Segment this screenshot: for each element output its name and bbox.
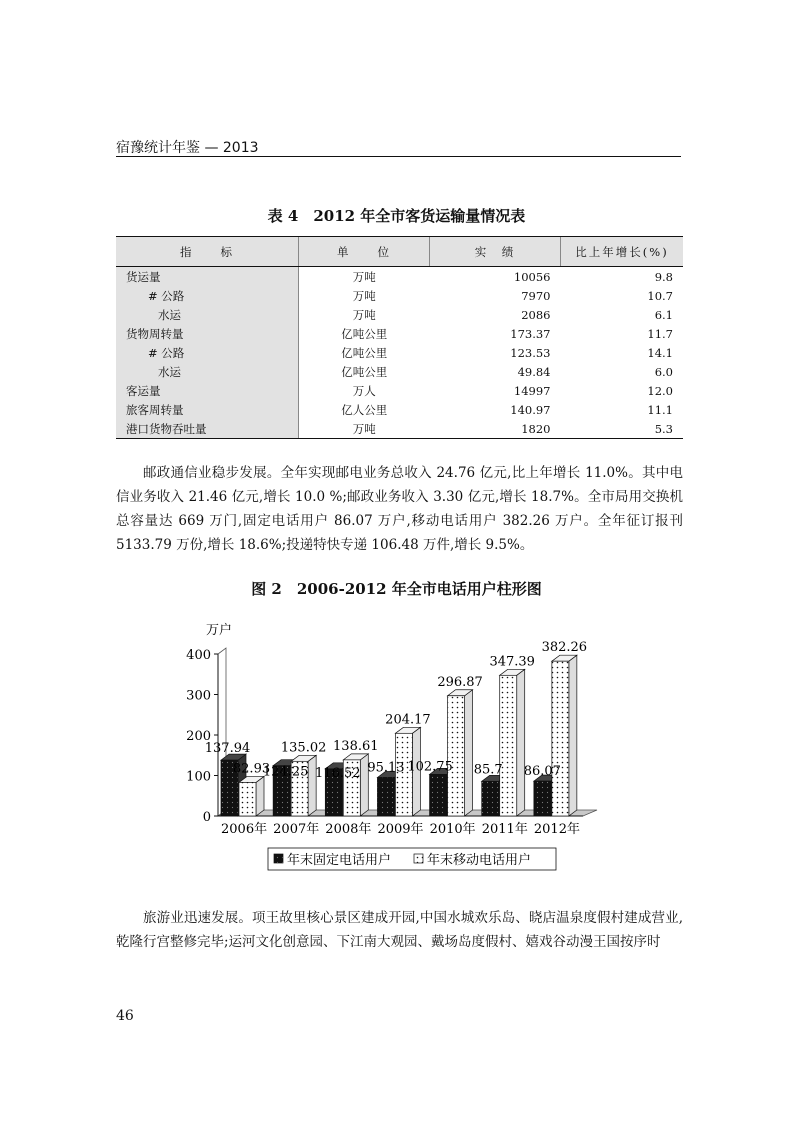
bar-mobile-side <box>569 655 577 816</box>
indicator-cell: 水运 <box>116 362 299 381</box>
table-row <box>116 324 683 343</box>
bar-mobile-side <box>256 776 264 816</box>
growth-cell: 11.1 <box>647 402 673 417</box>
unit-cell: 万人 <box>352 383 376 398</box>
data-label-fixed: 85.7 <box>473 762 503 778</box>
growth-cell: 12.0 <box>647 383 673 398</box>
bar-fixed <box>430 774 447 816</box>
bar-mobile-side <box>465 690 473 816</box>
y-axis-label: 万户 <box>206 623 233 638</box>
data-label-mobile: 347.39 <box>489 654 535 670</box>
indicator-cell: # 公路 <box>116 286 299 305</box>
growth-cell: 5.3 <box>561 419 684 439</box>
indicator-cell: 旅客周转量 <box>116 400 299 419</box>
unit-cell: 亿吨公里 <box>341 364 388 379</box>
header-rule <box>116 156 681 157</box>
y-tick-label: 200 <box>186 729 211 744</box>
table-body <box>116 267 683 439</box>
x-tick-label: 2009年 <box>377 822 424 837</box>
legend-label-mobile: 年末移动电话用户 <box>427 853 532 868</box>
column-header: 指 标 <box>116 237 299 267</box>
legend-swatch-fixed <box>274 854 283 863</box>
table-row <box>116 343 683 362</box>
data-label-fixed: 86.07 <box>523 764 561 780</box>
y-tick-label: 300 <box>186 688 211 704</box>
page-number: 46 <box>116 1008 134 1024</box>
bar-fixed <box>534 781 551 816</box>
indicator-cell: # 公路 <box>116 343 299 362</box>
unit-cell: 亿人公里 <box>341 402 388 417</box>
legend-label-fixed: 年末固定电话用户 <box>287 853 392 868</box>
data-label-mobile: 138.61 <box>333 738 379 754</box>
value-cell: 7970 <box>521 288 551 303</box>
column-header: 实 绩 <box>430 237 561 267</box>
table-title: 表 4 2012 年全市客货运输量情况表 <box>267 207 526 225</box>
figure-title: 图 2 2006-2012 年全市电话用户柱形图 <box>251 580 542 598</box>
unit-cell: 万吨 <box>352 288 376 303</box>
growth-cell: 6.1 <box>654 307 673 322</box>
running-header: 宿豫统计年鉴 — 2013 <box>116 140 259 156</box>
value-cell: 10056 <box>513 269 551 284</box>
transport-table <box>116 236 683 439</box>
table-row <box>116 267 683 287</box>
bar-mobile-side <box>517 669 525 816</box>
indicator-cell: 港口货物吞吐量 <box>116 419 299 439</box>
growth-cell: 11.7 <box>647 326 673 341</box>
indicator-cell: 水运 <box>116 305 299 324</box>
value-cell: 140.97 <box>510 402 551 417</box>
unit-cell: 万吨 <box>352 307 376 322</box>
unit-cell: 亿吨公里 <box>341 326 388 341</box>
bar-mobile <box>500 675 517 816</box>
growth-cell: 14.1 <box>647 345 673 360</box>
data-label-fixed: 137.94 <box>204 741 251 757</box>
growth-cell: 6.0 <box>654 364 673 379</box>
phone-users-chart <box>186 620 620 880</box>
bar-fixed <box>377 777 394 816</box>
value-cell: 49.84 <box>517 364 551 379</box>
unit-cell: 万吨 <box>299 419 430 439</box>
table-row <box>116 286 683 305</box>
x-tick-label: 2007年 <box>273 822 320 837</box>
y-tick-label: 100 <box>186 769 211 785</box>
column-header: 比上年增长(%) <box>561 237 684 267</box>
data-label-fixed: 102.75 <box>407 759 453 775</box>
value-cell: 14997 <box>513 383 551 398</box>
data-label-fixed: 116.52 <box>315 765 361 781</box>
value-cell: 1820 <box>430 419 561 439</box>
growth-cell: 9.8 <box>654 269 673 284</box>
value-cell: 123.53 <box>510 345 551 360</box>
data-label-mobile: 296.87 <box>437 674 483 690</box>
y-tick-label: 0 <box>202 810 211 825</box>
table-row <box>116 381 683 400</box>
data-label-fixed: 124.25 <box>262 764 309 780</box>
indicator-cell: 货运量 <box>116 267 299 287</box>
table-row <box>116 400 683 419</box>
x-tick-label: 2008年 <box>325 822 372 837</box>
y-tick-label: 400 <box>186 648 211 663</box>
value-cell: 2086 <box>521 307 551 322</box>
table-header-row <box>116 237 683 267</box>
data-label-mobile: 135.02 <box>280 740 327 756</box>
column-header: 单 位 <box>299 237 430 267</box>
indicator-cell: 货物周转量 <box>116 324 299 343</box>
data-label-mobile: 82.93 <box>232 761 271 777</box>
x-tick-label: 2012年 <box>533 822 580 837</box>
x-tick-label: 2006年 <box>221 822 268 837</box>
bar-mobile <box>552 661 569 816</box>
bar-mobile <box>239 782 256 816</box>
table-row <box>116 419 683 439</box>
unit-cell: 亿吨公里 <box>341 345 388 360</box>
indicator-cell: 客运量 <box>116 381 299 400</box>
bar-fixed <box>482 781 499 816</box>
bar-mobile-side <box>308 755 316 816</box>
unit-cell: 万吨 <box>352 269 376 284</box>
paragraph-postal: 邮政通信业稳步发展。全年实现邮电业务总收入 24.76 亿元,比上年增长 11.0%。其中电信业务收入 21.46 亿元,增长 10.0 %;邮政业务收入 3.30 亿元,增长 18.7%。全市局用交换机总容量达 669 万门,固定电话用户 86.07 万户,移动电话用户 382.26 万户。全年征订报刊 5133.79 万份,增长 18.6%;投递特快专递 106.48 万件,增长 9.5%。 <box>116 465 683 553</box>
x-tick-label: 2011年 <box>481 822 528 837</box>
growth-cell: 10.7 <box>647 288 673 303</box>
data-label-fixed: 95.13 <box>367 760 405 776</box>
value-cell: 173.37 <box>510 326 551 341</box>
table-row <box>116 305 683 324</box>
bar-mobile <box>448 696 465 816</box>
legend-swatch-mobile <box>414 854 423 863</box>
paragraph-tourism: 旅游业迅速发展。项王故里核心景区建成开园,中国水城欢乐岛、晓店温泉度假村建成营业,乾隆行宫整修完毕;运河文化创意园、下江南大观园、戴场岛度假村、嬉戏谷动漫王国按序时 <box>116 910 683 950</box>
table-row <box>116 362 683 381</box>
x-tick-label: 2010年 <box>429 822 476 837</box>
data-label-mobile: 382.26 <box>541 640 588 656</box>
data-label-mobile: 204.17 <box>385 712 431 728</box>
